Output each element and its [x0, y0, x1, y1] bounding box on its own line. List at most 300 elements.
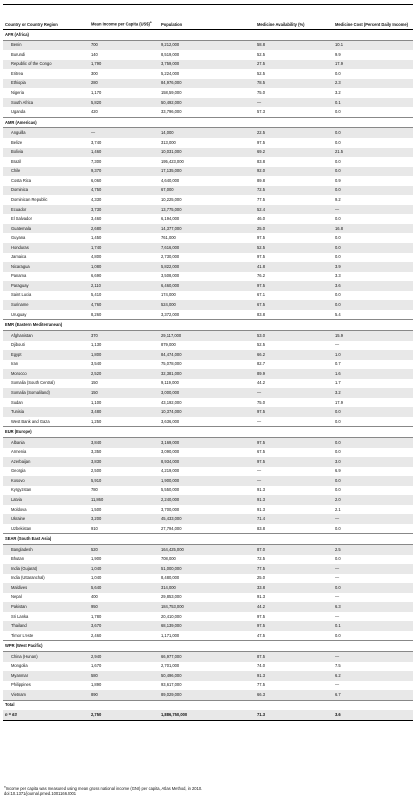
cell-income: 2,940	[89, 652, 159, 662]
cell-income: 520	[89, 544, 159, 554]
cell-income: 1,900	[91, 556, 102, 562]
cell-population: 51,000,000	[159, 564, 255, 574]
table-row	[3, 128, 413, 138]
cell-population: 195,423,000	[161, 158, 184, 164]
table-row	[3, 281, 413, 291]
table-row	[3, 544, 413, 554]
cell-country: China (Hunan)	[3, 652, 89, 662]
region-header	[3, 427, 413, 438]
cell-cost: 0.0	[333, 128, 413, 138]
cell-country: Chile	[3, 167, 89, 177]
table-row	[3, 437, 413, 447]
cell-country: Costa Rica	[11, 177, 32, 183]
cell-population: 27,794,000	[161, 525, 182, 531]
cell-country: Mongolia	[11, 663, 28, 669]
cell-cost: 0.0	[333, 583, 413, 593]
cell-cost: —	[335, 594, 340, 600]
cell-income: 1,780	[91, 613, 102, 619]
cell-income: 7,300	[91, 158, 102, 164]
table-row	[3, 407, 413, 417]
cell-cost: 0.0	[335, 139, 341, 145]
cell-population: 313,000	[161, 139, 176, 145]
cell-income: 140	[91, 51, 98, 57]
cell-availability: 46.0	[257, 216, 265, 222]
cell-income: 1,890	[91, 682, 102, 688]
total-header	[3, 700, 413, 710]
table-row	[3, 262, 413, 272]
cell-population: 879,000	[161, 342, 176, 348]
cell-income: —	[89, 128, 159, 138]
table-row	[3, 157, 413, 167]
cell-country: Ethiopia	[3, 79, 89, 89]
table-row	[3, 593, 413, 603]
cell-availability: 91.3	[255, 671, 333, 681]
table-row	[3, 514, 413, 524]
cell-availability: 52.5	[257, 70, 265, 76]
cell-cost: 3.3	[335, 273, 341, 279]
cell-population: 8,934,000	[159, 457, 255, 467]
cell-country: Sudan	[11, 399, 23, 405]
cell-cost: 0.0	[333, 167, 413, 177]
cell-availability: 33.8	[255, 583, 333, 593]
cell-income: 3,460	[91, 216, 102, 222]
cell-cost: 1.6	[333, 369, 413, 379]
cell-availability: 83.8	[257, 311, 265, 317]
cell-population: 14,377,000	[159, 224, 255, 234]
cell-country: Egypt	[3, 350, 89, 360]
cell-availability: 52.5	[255, 243, 333, 253]
cell-population: 66,977,000	[159, 652, 255, 662]
cell-cost: 0.0	[333, 300, 413, 310]
table-row	[3, 88, 413, 98]
cell-availability: 67.1	[257, 292, 265, 298]
cell-country: Guatemala	[3, 224, 89, 234]
cell-population: 9,212,000	[159, 40, 255, 50]
cell-availability: 74.0	[257, 663, 265, 669]
cell-cost: 5.4	[335, 311, 341, 317]
table-row	[3, 417, 413, 427]
cell-availability: 97.5	[255, 437, 333, 447]
cell-population: 45,433,000	[159, 514, 255, 524]
cell-cost: 3.2	[335, 90, 341, 95]
cell-cost: 6.3	[333, 602, 413, 612]
cell-population: 33,796,000	[161, 109, 182, 115]
cell-income: 3,540	[91, 361, 102, 367]
cell-income: 580	[89, 671, 159, 681]
cell-population: 43,192,000	[161, 399, 182, 405]
cell-income: 950	[89, 602, 159, 612]
cell-availability: 91.3	[257, 487, 265, 493]
table-row	[3, 50, 413, 60]
table-row	[3, 524, 413, 534]
table-row	[3, 214, 413, 224]
cell-income: 1,790	[89, 60, 159, 70]
cell-availability: 89.8	[257, 177, 265, 183]
table-row	[3, 195, 413, 205]
cell-population: 4,640,000	[161, 177, 180, 183]
cell-cost: 0.0	[335, 254, 341, 260]
cell-population: 3,700,000	[161, 506, 180, 512]
cell-income: 9,370	[89, 167, 159, 177]
cell-availability: 69.2	[255, 148, 333, 158]
cell-country: Paraguay	[3, 281, 89, 291]
table-row	[3, 602, 413, 612]
cell-availability: 44.2	[257, 380, 265, 386]
cell-country: Azerbaijan	[3, 457, 89, 467]
cell-income: 1,170	[91, 90, 102, 95]
table-row	[3, 388, 413, 398]
cell-country: Moldova	[11, 506, 27, 512]
cell-country: Dominica	[3, 186, 89, 196]
cell-cost: 2.3	[333, 79, 413, 89]
cell-income: 6,690	[91, 273, 102, 279]
cell-country: Burundi	[11, 51, 26, 57]
cell-country: Republic of the Congo	[3, 60, 89, 70]
cell-population: 93,617,000	[161, 682, 182, 688]
cell-income: 4,760	[89, 300, 159, 310]
cell-income: 1,740	[89, 243, 159, 253]
cell-cost: 0.0	[335, 449, 341, 455]
cell-availability: 41.8	[255, 262, 333, 272]
cell-country: Somalia (South Central)	[11, 380, 55, 386]
table-row	[3, 138, 413, 148]
table-row	[3, 564, 413, 574]
table-row	[3, 243, 413, 253]
cell-cost: 0.1	[333, 621, 413, 631]
cell-availability: 67.5	[257, 449, 265, 455]
cell-country: Albania	[3, 437, 89, 447]
cell-cost: 0.0	[335, 109, 341, 115]
cell-country: Jamaica	[11, 254, 27, 260]
cell-population: 3,372,000	[161, 311, 180, 317]
cell-population: 68,139,000	[159, 621, 255, 631]
cell-population: 29,117,000	[159, 330, 255, 340]
cell-country: Honduras	[3, 243, 89, 253]
cell-income: 400	[91, 594, 98, 600]
header-country: Country or Country Region	[3, 5, 89, 30]
cell-population: 32,381,000	[159, 369, 255, 379]
table-row	[3, 167, 413, 177]
cell-cost: —	[333, 652, 413, 662]
cell-cost: —	[335, 342, 340, 348]
cell-country: Uruguay	[11, 311, 27, 317]
cell-availability: 75.0	[257, 90, 265, 95]
table-row	[3, 300, 413, 310]
cell-country: Latvia	[3, 495, 89, 505]
cell-country: Iran	[11, 361, 19, 367]
cell-income: 5,910	[89, 476, 159, 486]
cell-population: 708,000	[161, 556, 176, 562]
cell-population: 10,225,000	[161, 197, 182, 203]
cell-population: 7,616,000	[159, 243, 255, 253]
cell-country: West Bank and Gaza	[11, 418, 50, 424]
cell-income: 1,040	[91, 575, 102, 581]
cell-population: 2,701,000	[161, 663, 180, 669]
cell-income: 3,730	[89, 205, 159, 215]
cell-income: 1,040	[89, 564, 159, 574]
cell-population: 2,730,000	[161, 254, 180, 260]
cell-cost: 17.9	[335, 399, 343, 405]
cell-population: 3,090,000	[161, 449, 180, 455]
cell-availability: 87.5	[255, 652, 333, 662]
table-row	[3, 662, 413, 672]
cell-availability: 52.5	[257, 51, 265, 57]
cell-population: 174,000	[161, 292, 176, 298]
cell-cost: —	[335, 575, 340, 581]
cell-population: 10,031,000	[159, 148, 255, 158]
cell-availability: 66.2	[255, 350, 333, 360]
region-name: AFR (Africa)	[3, 30, 413, 41]
cell-availability: 76.2	[257, 273, 265, 279]
cell-availability: 52.4	[255, 205, 333, 215]
region-name: WPR (West Pacific)	[3, 641, 413, 652]
cell-cost: —	[333, 564, 413, 574]
table-row	[3, 486, 413, 496]
table-row	[3, 98, 413, 108]
cell-population: 13,775,000	[159, 205, 255, 215]
cell-country: Morocco	[3, 369, 89, 379]
table-row	[3, 186, 413, 196]
cell-income: 1,100	[91, 399, 102, 405]
cell-country: Georgia	[11, 468, 26, 474]
region-name: EMR (Eastern Mediterranean)	[3, 320, 413, 331]
cell-country: Belize	[11, 139, 23, 145]
cell-income: 780	[91, 487, 98, 493]
cell-cost: 0.7	[335, 361, 341, 367]
table-row	[3, 205, 413, 215]
region-name: SEAR (South East Asia)	[3, 534, 413, 545]
cell-availability: 77.5	[257, 682, 265, 688]
cell-country: Sri Lanka	[11, 613, 29, 619]
cell-availability: 92.0	[255, 167, 333, 177]
cell-availability: 58.8	[255, 40, 333, 50]
cell-population: 184,753,000	[159, 602, 255, 612]
cell-population: 8,519,000	[161, 51, 180, 57]
table-row	[3, 583, 413, 593]
cell-country: Eritrea	[11, 70, 24, 76]
cell-cost: 0.0	[335, 216, 341, 222]
cell-cost: 0.0	[333, 243, 413, 253]
cell-income: 2,520	[89, 369, 159, 379]
cell-availability: 52.5	[257, 342, 265, 348]
cell-country: Somalia (Somaliland)	[3, 388, 89, 398]
cell-country: Bolivia	[3, 148, 89, 158]
cell-availability: 89.9	[255, 369, 333, 379]
cell-cost: 0.1	[333, 98, 413, 108]
cell-country: Uganda	[11, 109, 26, 115]
table-row	[3, 398, 413, 408]
cell-availability: 77.5	[255, 564, 333, 574]
cell-cost: 0.0	[335, 292, 341, 298]
cell-availability: 67.5	[255, 300, 333, 310]
cell-country: Brazil	[11, 158, 22, 164]
cell-income: 3,740	[91, 139, 102, 145]
cell-availability: 66.3	[255, 690, 333, 700]
cell-country: Thailand	[3, 621, 89, 631]
table-body	[3, 30, 413, 721]
table-row	[3, 233, 413, 243]
cell-country: Nicaragua	[3, 262, 89, 272]
table-row	[3, 505, 413, 515]
cell-availability: 91.3	[257, 594, 265, 600]
cell-income: 3,670	[89, 621, 159, 631]
cell-population: 3,000,000	[159, 388, 255, 398]
cell-cost: 0.0	[333, 476, 413, 486]
cell-availability: 97.5	[257, 613, 265, 619]
cell-cost: 21.5	[333, 148, 413, 158]
table-row	[3, 253, 413, 263]
cell-income: 2,460	[91, 632, 102, 638]
cell-country: Benin	[3, 40, 89, 50]
table-row	[3, 652, 413, 662]
table-row	[3, 224, 413, 234]
cell-availability: 97.5	[257, 139, 265, 145]
cell-country: Armenia	[11, 449, 27, 455]
cell-availability: 97.5	[257, 254, 265, 260]
header-income: Mean Income per Capita (US$)$^a$	[89, 5, 159, 30]
cell-availability: 57.3	[257, 109, 265, 115]
total-row	[3, 710, 413, 720]
cell-population: 20,410,000	[161, 613, 182, 619]
cell-income: 5,820	[89, 98, 159, 108]
cell-country: Bangladesh	[3, 544, 89, 554]
cell-cost: 0.0	[333, 407, 413, 417]
table-row	[3, 681, 413, 691]
cell-income: 1,250	[91, 418, 102, 424]
cell-country: Myanmar	[3, 671, 89, 681]
table-row	[3, 148, 413, 158]
cell-availability: 87.0	[255, 544, 333, 554]
cell-income: 2,110	[89, 281, 159, 291]
cell-availability: 27.5	[255, 60, 333, 70]
cell-country: Maldives	[3, 583, 89, 593]
table-row	[3, 69, 413, 79]
cell-population: 50,492,000	[159, 98, 255, 108]
table-row	[3, 690, 413, 700]
footnotes	[4, 786, 412, 797]
cell-availability: 44.2	[255, 602, 333, 612]
cell-availability: —	[255, 476, 333, 486]
cell-cost: 3.9	[333, 262, 413, 272]
cell-cost: 1.0	[333, 350, 413, 360]
table-row	[3, 107, 413, 117]
cell-cost: 15.9	[333, 330, 413, 340]
cell-country: Panama	[11, 273, 27, 279]
cell-income: 1,460	[89, 148, 159, 158]
cell-income: 2,500	[91, 468, 102, 474]
cell-cost: 7.5	[335, 663, 341, 669]
cell-population: 29,853,000	[161, 594, 182, 600]
cell-income: 4,750	[89, 186, 159, 196]
cell-population: 164,425,000	[159, 544, 255, 554]
table-row	[3, 291, 413, 301]
cell-cost: 3.6	[333, 281, 413, 291]
cell-population: 50,496,000	[159, 671, 255, 681]
cell-availability: 77.5	[257, 197, 265, 203]
table-row	[3, 60, 413, 70]
cell-country: Nepal	[11, 594, 22, 600]
cell-availability: 97.5	[255, 621, 333, 631]
total-label: Total	[3, 700, 413, 710]
cell-country: Kyrgyzstan	[11, 487, 32, 493]
cell-income: 1,450	[91, 235, 102, 241]
cell-population: 3,169,000	[159, 437, 255, 447]
cell-cost: —	[333, 205, 413, 215]
cell-cost: 3.0	[333, 457, 413, 467]
cell-cost: 0.0	[335, 158, 341, 164]
cell-income: 150	[91, 380, 98, 386]
cell-cost: —	[335, 682, 340, 688]
cell-country: Dominican Republic	[11, 197, 48, 203]
cell-country: El Salvador	[11, 216, 32, 222]
cell-income: 910	[91, 525, 98, 531]
table-row	[3, 631, 413, 641]
table-row	[3, 79, 413, 89]
cell-country: Nigeria	[11, 90, 24, 95]
cell-availability: 71.4	[255, 514, 333, 524]
cell-availability: 75.0	[257, 399, 265, 405]
cell-income: 1,080	[89, 262, 159, 272]
cell-income: 6,060	[91, 177, 102, 183]
cell-country: Suriname	[3, 300, 89, 310]
cell-availability: 72.5	[255, 186, 333, 196]
cell-income: 420	[91, 109, 98, 115]
cell-country: South Africa	[3, 98, 89, 108]
table-row	[3, 555, 413, 565]
cell-cost: 2.5	[333, 544, 413, 554]
cell-population: 75,078,000	[161, 361, 182, 367]
table-row	[3, 671, 413, 681]
cell-availability: —	[255, 388, 333, 398]
region-name: EUR (Europe)	[3, 427, 413, 438]
cell-cost: 0.0	[335, 70, 341, 76]
cell-income: 2,680	[89, 224, 159, 234]
cell-population: 9,119,000	[161, 380, 179, 386]
table-row	[3, 379, 413, 389]
cell-country: Pakistan	[3, 602, 89, 612]
total-cell-country: n = 63	[3, 710, 89, 720]
cell-population: 158,59,000	[161, 90, 182, 95]
table-row	[3, 369, 413, 379]
cell-availability: 25.0	[255, 224, 333, 234]
table-row	[3, 457, 413, 467]
table-row	[3, 495, 413, 505]
cell-cost: 17.9	[333, 60, 413, 70]
table-row	[3, 476, 413, 486]
cell-income: 8,260	[91, 311, 102, 317]
table-row	[3, 612, 413, 622]
cell-income: 5,640	[89, 583, 159, 593]
cell-income: 300	[91, 70, 98, 76]
header-availability: Medicine Availability (%)	[255, 5, 333, 30]
cell-country: Anguilla	[3, 128, 89, 138]
cell-cost: 0.0	[333, 186, 413, 196]
cell-population: 761,000	[161, 235, 176, 241]
total-cell-availability: 71.3	[255, 710, 333, 720]
cell-country: Tunisia	[3, 407, 89, 417]
table-row	[3, 574, 413, 584]
region-header	[3, 534, 413, 545]
cell-cost: 1.7	[335, 380, 341, 386]
cell-country: Djibouti	[11, 342, 25, 348]
cell-cost: 6.7	[333, 690, 413, 700]
region-header	[3, 320, 413, 331]
footnote-income: $^a$Income per capita was measured using mean gross national income (GNI) per capita, Atlas Method, in 2010.	[4, 784, 203, 791]
cell-country: Kosovo	[3, 476, 89, 486]
cell-income: 150	[89, 388, 159, 398]
cell-availability: 53.0	[255, 330, 333, 340]
cell-country: Vietnam	[3, 690, 89, 700]
